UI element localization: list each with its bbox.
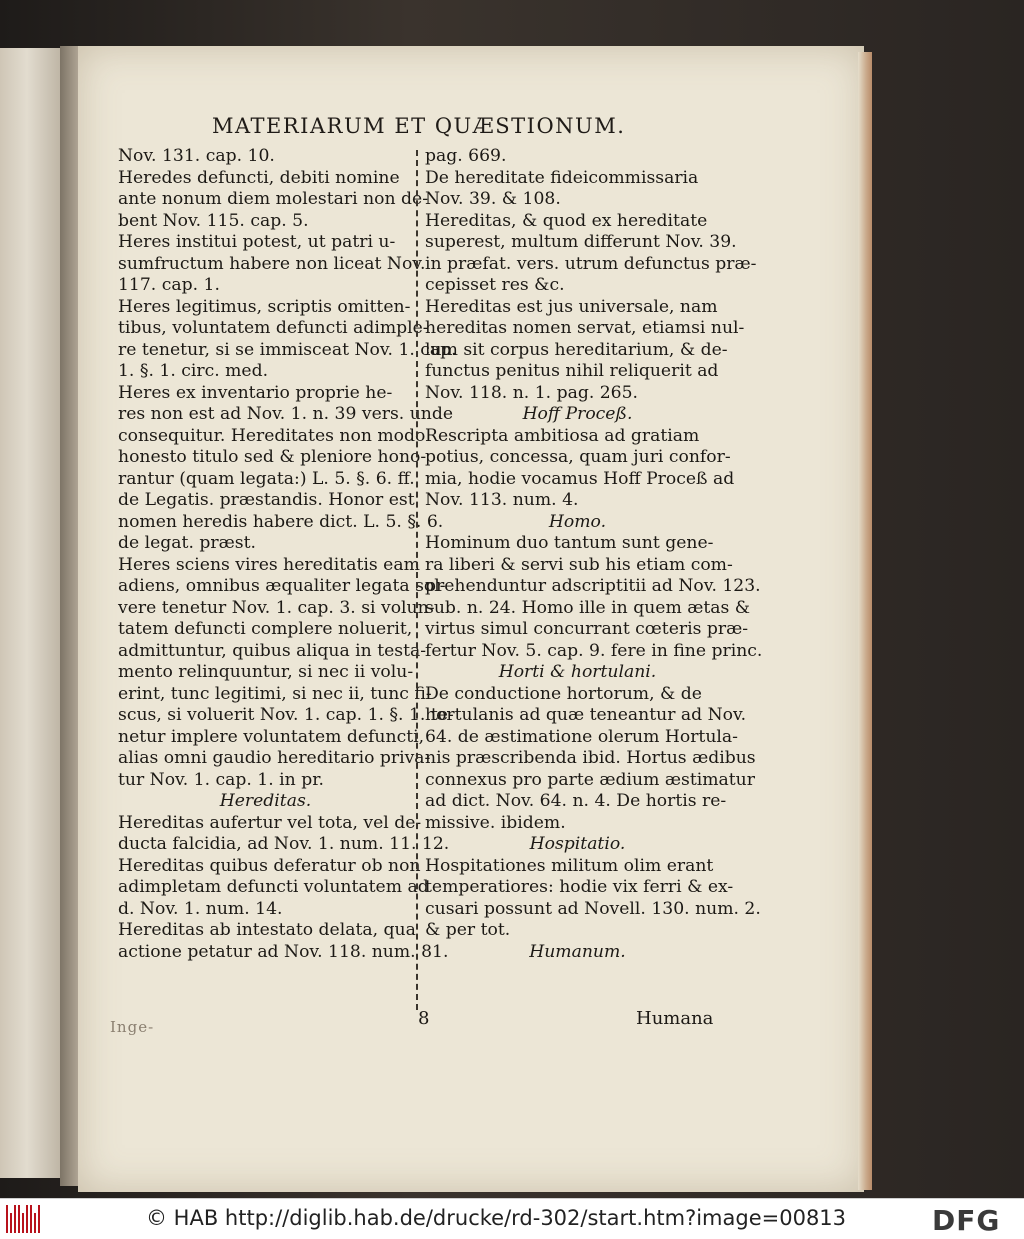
text-line: 1. §. 1. circ. med. [118,361,269,381]
text-line: ante nonum diem molestari non de- [118,189,429,209]
text-line: lum sit corpus hereditarium, & de- [425,339,728,360]
text-line: Heres ex inventario proprie he- [118,382,393,403]
text-line: rantur (quam legata:) L. 5. §. 6. ff. [118,468,415,489]
text-line: adimpletam defuncti voluntatem ad [118,877,429,897]
text-line: d. Nov. 1. num. 14. [118,898,283,919]
text-line: Hospitationes militum olim erant [425,855,714,876]
text-line: cusari possunt ad Novell. 130. num. 2. [425,898,761,919]
text-line: De hereditate fideicommissaria [425,167,699,188]
text-line: de Legatis. præstandis. Honor est [118,490,415,510]
text-line: Hereditas est jus universale, nam [425,296,718,317]
text-line: superest, multum differunt Nov. 39. [425,232,737,252]
text-line: Hereditas quibus deferatur ob non [118,855,421,876]
text-line: Hereditas ab intestato delata, qua [118,920,416,940]
text-line: Hominum duo tantum sunt gene- [425,533,714,553]
bleed-through-text: Inge- [110,1018,155,1036]
page-number: 8 [418,1008,430,1029]
left-column [118,146,457,963]
text-line: Rescripta ambitiosa ad gratiam [425,425,700,446]
text-line: pag. 669. [425,146,507,166]
text-line: adiens, omnibus æqualiter legata sol- [118,576,446,596]
copyright-link[interactable]: © HAB http://diglib.hab.de/drucke/rd-302/start.htm?image=00813 [146,1206,847,1230]
footer-bar [0,1198,1024,1239]
text-line: re tenetur, si se immisceat Nov. 1. cap. [118,339,457,360]
text-line: sumfructum habere non liceat Nov. [118,253,426,274]
text-line: functus penitus nihil reliquerit ad [425,361,719,381]
text-line: Heres legitimus, scriptis omitten- [118,296,411,317]
text-line: vere tenetur Nov. 1. cap. 3. si volun- [118,597,435,618]
text-line: netur implere voluntatem defuncti, [118,726,425,747]
text-line: in præfat. vers. utrum defunctus præ- [425,253,757,274]
text-line: 64. de æstimatione olerum Hortula- [425,726,738,747]
text-line: connexus pro parte ædium æstimatur [425,769,755,790]
text-line: nis præscribenda ibid. Hortus ædibus [425,748,756,768]
catchword: Humana [636,1008,714,1029]
text-line: missive. ibidem. [425,812,566,833]
section-heading: Hospitatio. [529,834,626,854]
section-heading: Horti & hortulani. [498,662,657,682]
text-line: cepisset res &c. [425,275,565,295]
running-head: MATERIARUM ET QUÆSTIONUM. [212,114,626,138]
text-line: scus, si voluerit Nov. 1. cap. 1. §. 1. te- [118,705,454,725]
text-line: prehenduntur adscriptitii ad Nov. 123. [425,576,761,596]
text-line: erint, tunc legitimi, si nec ii, tunc fi- [118,683,432,704]
section-heading: Humanum. [529,941,626,962]
text-line: ad dict. Nov. 64. n. 4. De hortis re- [425,791,727,811]
text-line: Hereditas, & quod ex hereditate [425,210,708,231]
text-line: consequitur. Hereditates non modo [118,425,426,446]
hab-logo-icon [6,1205,42,1233]
text-line: bent Nov. 115. cap. 5. [118,210,309,231]
text-line: ducta falcidia, ad Nov. 1. num. 11. 12. [118,834,450,854]
section-heading: Hereditas. [219,791,312,811]
text-line: honesto titulo sed & pleniore hono- [118,447,427,467]
text-line: Nov. 39. & 108. [425,189,561,209]
text-line: potius, concessa, quam juri confor- [425,447,731,467]
text-line: admittuntur, quibus aliqua in testa- [118,640,427,661]
section-heading: Homo. [548,511,607,532]
text-line: de legat. præst. [118,533,256,553]
text-line: virtus simul concurrant cœteris præ- [425,619,749,639]
text-line: & per tot. [425,920,511,940]
page-right-edge [858,52,872,1190]
text-line: Heres institui potest, ut patri u- [118,232,396,252]
text-line: tatem defuncti complere noluerit, [118,619,413,639]
text-line: nomen heredis habere dict. L. 5. §. 6. [118,511,444,532]
dfg-logo: DFG [932,1204,1001,1237]
text-line: tibus, voluntatem defuncti adimple- [118,318,429,338]
text-line: mento relinquuntur, si nec ii volu- [118,662,414,682]
text-line: Heres sciens vires hereditatis eam [118,554,420,575]
text-line: temperatiores: hodie vix ferri & ex- [425,877,734,897]
column-divider [416,150,418,1010]
text-line: mia, hodie vocamus Hoff Proceß ad [425,468,735,489]
text-line: res non est ad Nov. 1. n. 39 vers. unde [118,404,454,424]
text-line: ra liberi & servi sub his etiam com- [425,554,733,575]
section-heading: Hoff Proceß. [522,404,633,424]
text-line: sub. n. 24. Homo ille in quem ætas & [425,597,751,618]
text-line: actione petatur ad Nov. 118. num. 81. [118,941,449,962]
text-line: Nov. 131. cap. 10. [118,146,275,166]
text-line: hortulanis ad quæ teneantur ad Nov. [425,705,747,725]
text-line: Nov. 118. n. 1. pag. 265. [425,382,639,403]
text-line: alias omni gaudio hereditario priva- [118,748,431,768]
text-line: hereditas nomen servat, etiamsi nul- [425,318,745,338]
text-line: 117. cap. 1. [118,275,220,295]
previous-page-edge [0,48,62,1178]
right-column [425,146,763,963]
text-line: fertur Nov. 5. cap. 9. fere in fine princ. [425,640,763,661]
text-line: De conductione hortorum, & de [425,683,702,704]
text-line: Heredes defuncti, debiti nomine [118,167,400,188]
text-line: tur Nov. 1. cap. 1. in pr. [118,769,324,790]
text-line: Nov. 113. num. 4. [425,490,579,510]
text-line: Hereditas aufertur vel tota, vel de- [118,812,422,833]
